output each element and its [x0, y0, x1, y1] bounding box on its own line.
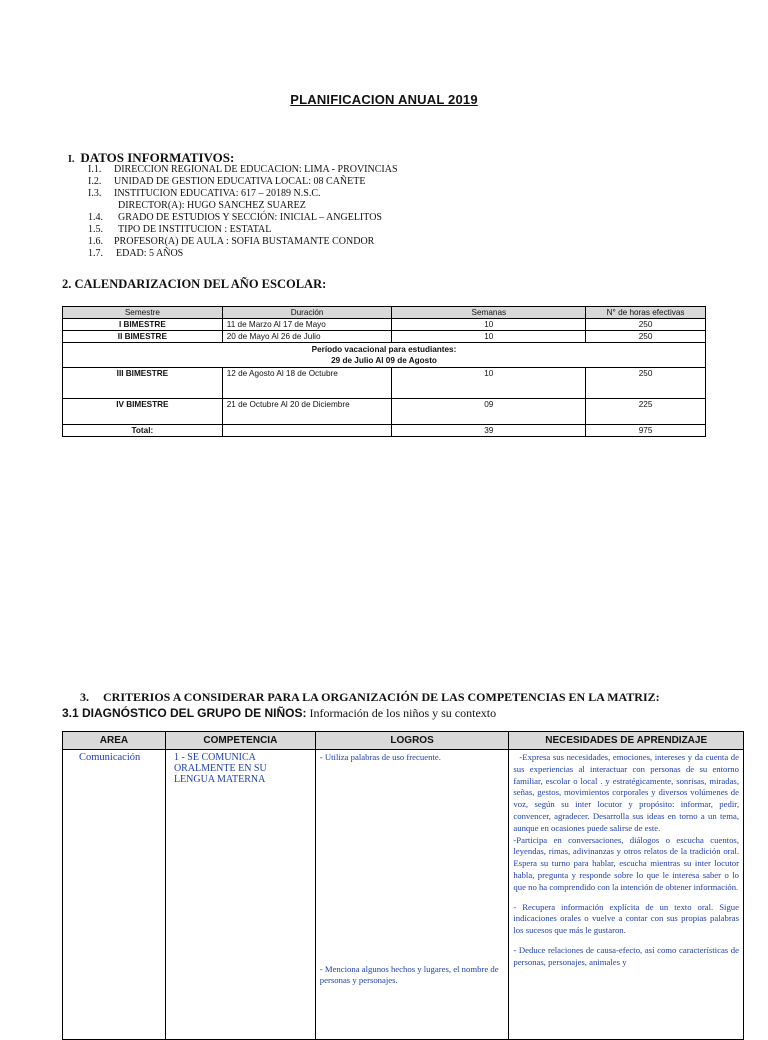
column-header: AREA [63, 732, 166, 750]
horas-cell: 225 [586, 399, 706, 425]
semanas-cell: 09 [392, 399, 586, 425]
total-semanas: 39 [392, 425, 586, 437]
column-header: LOGROS [315, 732, 509, 750]
semanas-cell: 10 [392, 368, 586, 399]
duracion-cell: 11 de Marzo Al 17 de Mayo [222, 319, 392, 331]
document-title: PLANIFICACION ANUAL 2019 [290, 92, 478, 107]
info-item: I.2. UNIDAD DE GESTION EDUCATIVA LOCAL: 08 CAÑETE [88, 176, 366, 187]
section-1-number: I. [68, 154, 75, 165]
info-item-director: DIRECTOR(A): HUGO SANCHEZ SUAREZ [118, 200, 306, 211]
info-item: 1.5. TIPO DE INSTITUCION : ESTATAL [88, 224, 272, 235]
diagnostic-table [62, 731, 744, 1040]
vacation-label: Período vacacional para estudiantes: [311, 345, 457, 354]
section-3-1-heading [62, 706, 496, 721]
logro-item: - Menciona algunos hechos y lugares, el nombre de personas y personajes. [319, 964, 499, 985]
total-empty-cell [222, 425, 392, 437]
column-header: Semestre [63, 307, 223, 319]
vacation-row [63, 343, 706, 368]
section-3-heading [80, 690, 660, 705]
table-row [63, 331, 706, 343]
horas-cell: 250 [586, 368, 706, 399]
info-item: 1.6. PROFESOR(A) DE AULA : SOFIA BUSTAMANTE CONDOR [88, 236, 375, 247]
total-horas: 975 [586, 425, 706, 437]
info-item: I.1. DIRECCION REGIONAL DE EDUCACION: LIMA - PROVINCIAS [88, 164, 398, 175]
vacation-cell [63, 343, 706, 368]
semanas-cell: 10 [392, 319, 586, 331]
column-header: Duración [222, 307, 392, 319]
info-item: 1.7. EDAD: 5 AÑOS [88, 248, 184, 259]
semestre-cell: III BIMESTRE [63, 368, 223, 399]
column-header: COMPETENCIA [165, 732, 315, 750]
horas-cell: 250 [586, 319, 706, 331]
table-header-row [63, 307, 706, 319]
area-cell: Comunicación [63, 750, 166, 1040]
vacation-dates: 29 de Julio Al 09 de Agosto [331, 356, 437, 365]
necesidad-item: -Expresa sus necesidades, emociones, intereses y da cuenta de sus experiencias al interactuar con personas de su entorno familiar, escolar o local . y estratégicamente, sonrisas, miradas, señas, gestos, movimientos corporales y diversos volúmenes de voz, según su inter locutor y propósito: informar, pedir, convencer, agradecer. Desarrolla sus ideas en torno a un tema, aunque en ocasiones puede salirse de este. [513, 752, 739, 833]
duracion-cell: 21 de Octubre Al 20 de Diciembre [222, 399, 392, 425]
total-label: Total: [63, 425, 223, 437]
section-3-title: CRITERIOS A CONSIDERAR PARA LA ORGANIZACIÓN DE LAS COMPETENCIAS EN LA MATRIZ: [103, 690, 660, 704]
section-1-title: DATOS INFORMATIVOS: [80, 150, 235, 165]
total-row [63, 425, 706, 437]
section-3-1-title: 3.1 DIAGNÓSTICO DEL GRUPO DE NIÑOS: [62, 706, 307, 720]
semestre-cell: IV BIMESTRE [63, 399, 223, 425]
section-2-heading: 2. CALENDARIZACION DEL AÑO ESCOLAR: [62, 277, 327, 291]
calendar-table [62, 306, 706, 437]
section-3-1-subtitle: Información de los niños y su contexto [306, 706, 497, 720]
info-item: 1.4. GRADO DE ESTUDIOS Y SECCIÓN: INICIAL – ANGELITOS [88, 212, 382, 223]
table-row [63, 399, 706, 425]
necesidad-item: - Deduce relaciones de causa-efecto, así como características de personas, personajes, animales y [513, 944, 739, 967]
column-header: NECESIDADES DE APRENDIZAJE [509, 732, 744, 750]
column-header: N° de horas efectivas [586, 307, 706, 319]
necesidades-cell [509, 750, 744, 1040]
necesidad-item: -Participa en conversaciones, diálogos o escucha cuentos, leyendas, rimas, adivinanzas y otros relatos de la tradición oral. Espera su turno para hablar, escucha mientras su inter locutor habla, pregunta y responde sobre lo que le interesa saber o lo que no ha comprendido con la intención de obtener información. [513, 834, 739, 892]
semestre-cell: II BIMESTRE [63, 331, 223, 343]
competencia-cell: 1 - SE COMUNICA ORALMENTE EN SU LENGUA MATERNA [165, 750, 315, 1040]
logros-cell [315, 750, 509, 1040]
table-header-row [63, 732, 744, 750]
horas-cell: 250 [586, 331, 706, 343]
duracion-cell: 20 de Mayo Al 26 de Julio [222, 331, 392, 343]
duracion-cell: 12 de Agosto Al 18 de Octubre [222, 368, 392, 399]
necesidad-item: - Recupera información explícita de un texto oral. Sigue indicaciones orales o vuelve a contar con sus propias palabras los sucesos que más le gustaron. [513, 901, 739, 936]
semestre-cell: I BIMESTRE [63, 319, 223, 331]
table-row [63, 319, 706, 331]
info-item: I.3. INSTITUCION EDUCATIVA: 617 – 20189 N.S.C. [88, 188, 321, 199]
column-header: Semanas [392, 307, 586, 319]
semanas-cell: 10 [392, 331, 586, 343]
table-row [63, 750, 744, 1040]
table-row [63, 368, 706, 399]
logro-item: - Utiliza palabras de uso frecuente. [319, 752, 441, 762]
section-3-number: 3. [80, 690, 89, 704]
